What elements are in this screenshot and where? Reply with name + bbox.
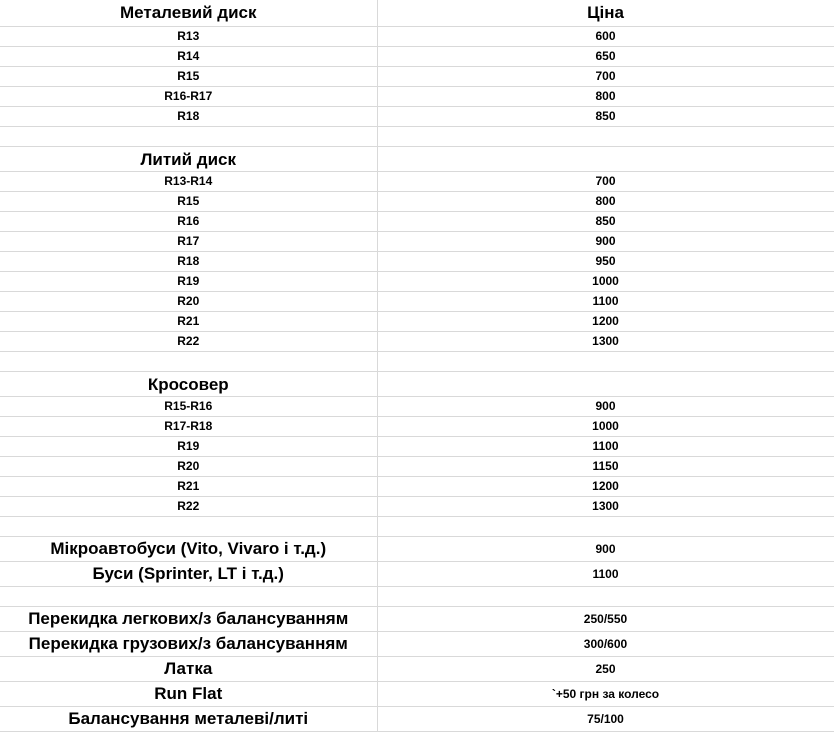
price-cell[interactable]: 900 xyxy=(377,396,834,416)
item-cell[interactable]: R21 xyxy=(0,311,377,331)
price-cell[interactable]: 1000 xyxy=(377,271,834,291)
column-header-price[interactable]: Ціна xyxy=(377,0,834,26)
price-cell[interactable] xyxy=(377,516,834,536)
item-cell[interactable]: R16 xyxy=(0,211,377,231)
item-cell[interactable]: Латка xyxy=(0,656,377,681)
table-row xyxy=(0,291,834,311)
table-row xyxy=(0,496,834,516)
price-cell[interactable]: 1100 xyxy=(377,561,834,586)
price-cell[interactable]: 700 xyxy=(377,66,834,86)
item-cell[interactable]: R13-R14 xyxy=(0,171,377,191)
price-cell[interactable] xyxy=(377,146,834,171)
item-cell[interactable]: R22 xyxy=(0,331,377,351)
price-cell[interactable]: 1150 xyxy=(377,456,834,476)
price-cell[interactable]: `+50 грн за колесо xyxy=(377,681,834,706)
section-title-cell[interactable]: Литий диск xyxy=(0,146,377,171)
price-cell[interactable]: 250 xyxy=(377,656,834,681)
table-row xyxy=(0,396,834,416)
section-title-cell[interactable]: Кросовер xyxy=(0,371,377,396)
table-row xyxy=(0,106,834,126)
item-cell[interactable]: R15 xyxy=(0,66,377,86)
table-row xyxy=(0,706,834,731)
table-row xyxy=(0,191,834,211)
item-cell[interactable]: R20 xyxy=(0,291,377,311)
item-cell[interactable]: R13 xyxy=(0,26,377,46)
price-cell[interactable] xyxy=(377,586,834,606)
header-row xyxy=(0,0,834,26)
item-cell[interactable]: Перекидка грузових/з балансуванням xyxy=(0,631,377,656)
item-cell[interactable]: R21 xyxy=(0,476,377,496)
table-row xyxy=(0,86,834,106)
item-cell[interactable] xyxy=(0,516,377,536)
table-row xyxy=(0,536,834,561)
item-cell[interactable]: Перекидка легкових/з балансуванням xyxy=(0,606,377,631)
column-header-item[interactable]: Металевий диск xyxy=(0,0,377,26)
item-cell[interactable]: Run Flat xyxy=(0,681,377,706)
price-cell[interactable]: 900 xyxy=(377,536,834,561)
table-row xyxy=(0,476,834,496)
price-cell[interactable]: 1100 xyxy=(377,436,834,456)
price-cell[interactable]: 650 xyxy=(377,46,834,66)
item-cell[interactable]: R20 xyxy=(0,456,377,476)
table-row xyxy=(0,606,834,631)
table-row xyxy=(0,311,834,331)
section-row xyxy=(0,146,834,171)
price-cell[interactable]: 250/550 xyxy=(377,606,834,631)
item-cell[interactable]: Буси (Sprinter, LT і т.д.) xyxy=(0,561,377,586)
item-cell[interactable]: R17-R18 xyxy=(0,416,377,436)
price-cell[interactable]: 1300 xyxy=(377,496,834,516)
price-cell[interactable]: 1300 xyxy=(377,331,834,351)
item-cell[interactable]: R19 xyxy=(0,436,377,456)
item-cell[interactable]: R17 xyxy=(0,231,377,251)
item-cell[interactable]: R22 xyxy=(0,496,377,516)
item-cell[interactable]: R18 xyxy=(0,106,377,126)
item-cell[interactable] xyxy=(0,586,377,606)
table-row xyxy=(0,436,834,456)
item-cell[interactable]: R14 xyxy=(0,46,377,66)
item-cell[interactable] xyxy=(0,351,377,371)
item-cell[interactable]: R18 xyxy=(0,251,377,271)
item-cell[interactable]: R15 xyxy=(0,191,377,211)
price-cell[interactable]: 850 xyxy=(377,106,834,126)
table-row xyxy=(0,681,834,706)
table-row xyxy=(0,271,834,291)
table-row xyxy=(0,66,834,86)
price-cell[interactable]: 300/600 xyxy=(377,631,834,656)
item-cell[interactable]: R15-R16 xyxy=(0,396,377,416)
price-cell[interactable]: 600 xyxy=(377,26,834,46)
item-cell[interactable]: Мікроавтобуси (Vito, Vivaro і т.д.) xyxy=(0,536,377,561)
price-cell[interactable]: 1000 xyxy=(377,416,834,436)
blank-row xyxy=(0,586,834,606)
price-cell[interactable]: 1200 xyxy=(377,476,834,496)
price-cell[interactable]: 800 xyxy=(377,86,834,106)
table-row xyxy=(0,231,834,251)
price-cell[interactable]: 850 xyxy=(377,211,834,231)
table-row xyxy=(0,171,834,191)
table-row xyxy=(0,656,834,681)
price-cell[interactable] xyxy=(377,371,834,396)
price-cell[interactable] xyxy=(377,351,834,371)
table-body xyxy=(0,26,834,731)
table-row xyxy=(0,331,834,351)
table-row xyxy=(0,456,834,476)
price-cell[interactable]: 700 xyxy=(377,171,834,191)
price-cell[interactable]: 900 xyxy=(377,231,834,251)
price-cell[interactable]: 800 xyxy=(377,191,834,211)
table-row xyxy=(0,631,834,656)
price-cell[interactable]: 1100 xyxy=(377,291,834,311)
item-cell[interactable]: Балансування металеві/литі xyxy=(0,706,377,731)
section-row xyxy=(0,371,834,396)
item-cell[interactable]: R16-R17 xyxy=(0,86,377,106)
table-row xyxy=(0,251,834,271)
price-cell[interactable]: 950 xyxy=(377,251,834,271)
table-row xyxy=(0,26,834,46)
item-cell[interactable] xyxy=(0,126,377,146)
table-row xyxy=(0,561,834,586)
price-cell[interactable]: 1200 xyxy=(377,311,834,331)
table-row xyxy=(0,211,834,231)
price-cell[interactable]: 75/100 xyxy=(377,706,834,731)
blank-row xyxy=(0,351,834,371)
blank-row xyxy=(0,126,834,146)
item-cell[interactable]: R19 xyxy=(0,271,377,291)
price-cell[interactable] xyxy=(377,126,834,146)
table-row xyxy=(0,46,834,66)
blank-row xyxy=(0,516,834,536)
table-row xyxy=(0,416,834,436)
